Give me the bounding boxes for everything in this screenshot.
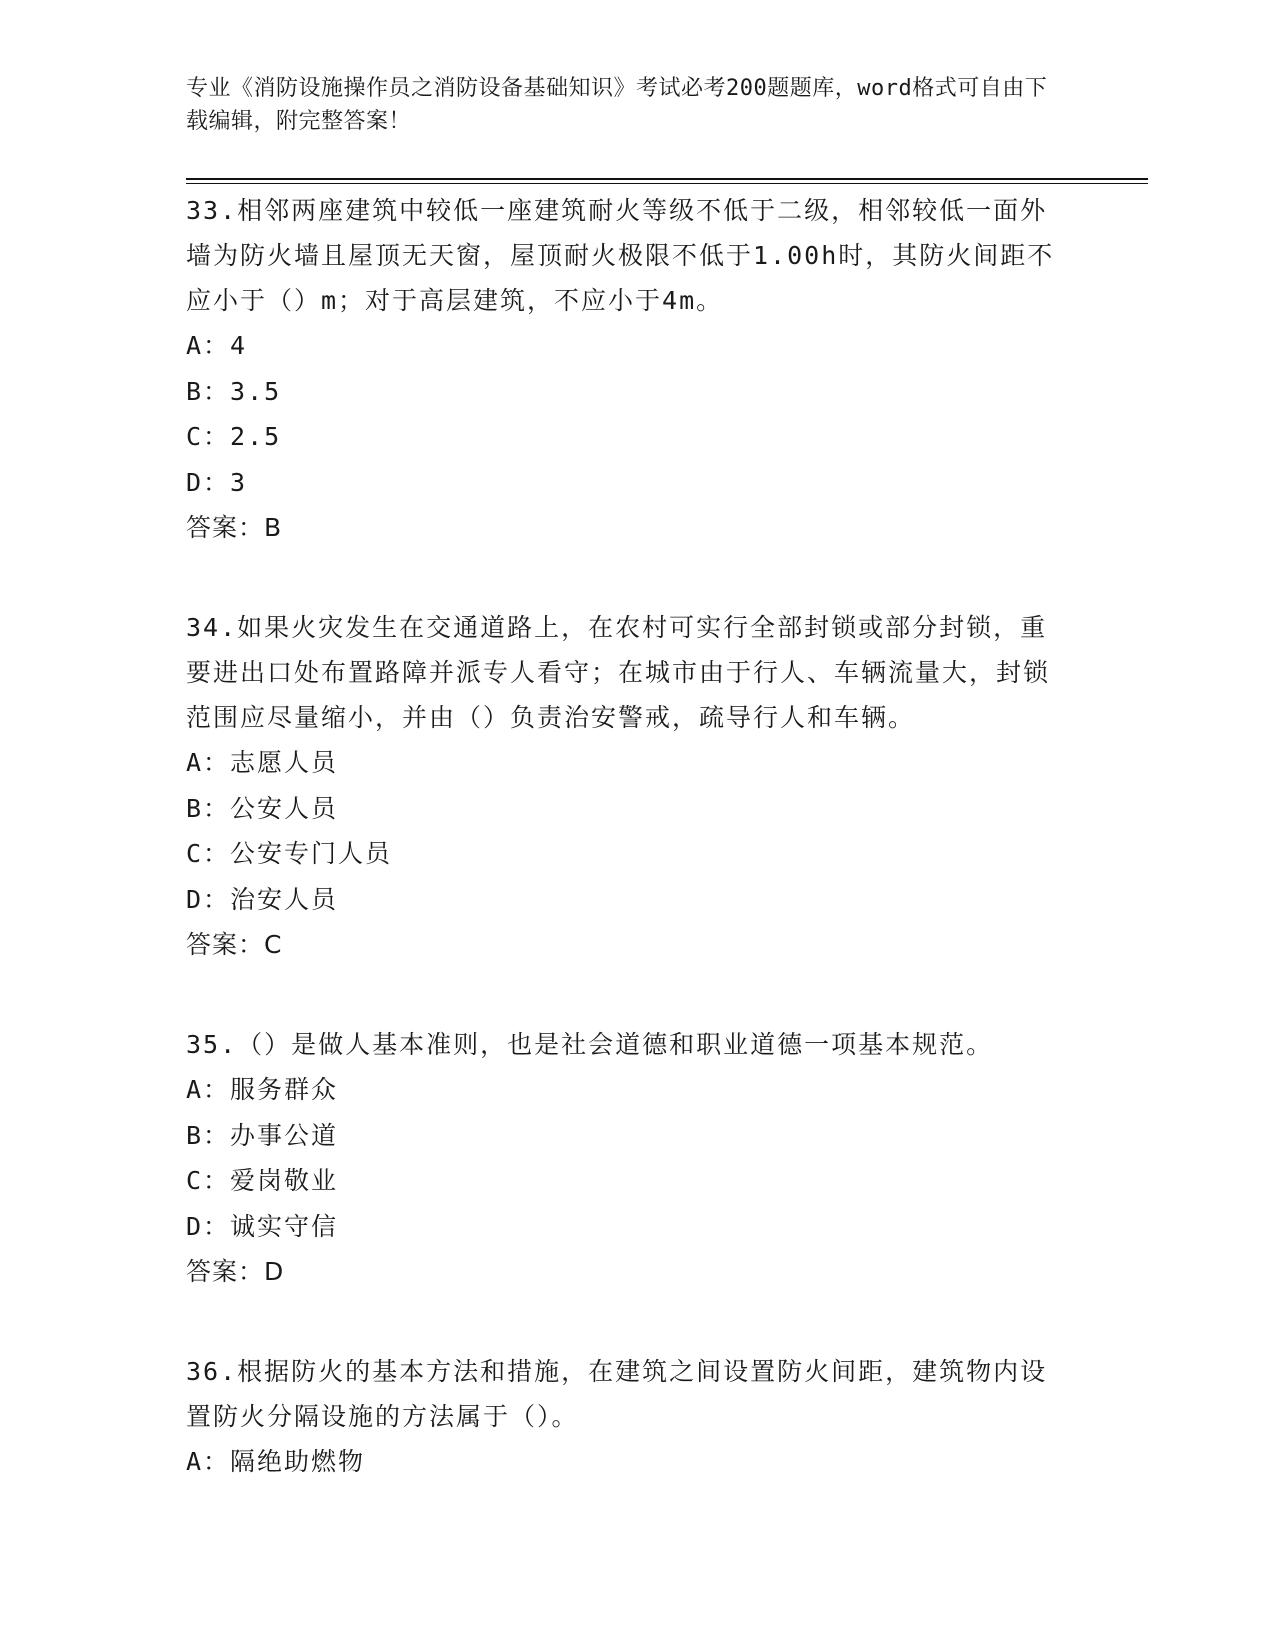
option-a: A：隔绝助燃物	[186, 1447, 366, 1476]
answer-line: 答案：C	[186, 930, 283, 959]
answer-line: 答案：B	[186, 513, 283, 542]
question-list	[186, 188, 1086, 1485]
option-c: C：2.5	[186, 422, 282, 451]
option-a: A：4	[186, 331, 248, 360]
question-stem: 35.（）是做人基本准则，也是社会道德和职业道德一项基本规范。	[186, 1030, 994, 1059]
option-d: D：3	[186, 467, 248, 497]
question-block-36	[186, 1349, 1086, 1485]
question-spacer	[186, 968, 1086, 1022]
option-a: A：服务群众	[186, 1075, 339, 1104]
option-c: C：爱岗敬业	[186, 1166, 339, 1195]
question-spacer	[186, 551, 1086, 605]
option-d: D：诚实守信	[186, 1211, 339, 1241]
question-spacer	[186, 1295, 1086, 1349]
header-divider-thick	[186, 178, 1148, 180]
option-b: B：办事公道	[186, 1120, 339, 1150]
question-stem: 36.根据防火的基本方法和措施，在建筑之间设置防火间距，建筑物内设置防火分隔设施的方法属于（）。	[186, 1357, 1048, 1431]
question-stem: 34.如果火灾发生在交通道路上，在农村可实行全部封锁或部分封锁，重要进出口处布置路障并派专人看守；在城市由于行人、车辆流量大，封锁范围应尽量缩小，并由（）负责治安警戒，疏导行人和车辆。	[186, 613, 1051, 732]
document-header: 专业《消防设施操作员之消防设备基础知识》考试必考200题题库，word格式可自由下载编辑，附完整答案！	[186, 76, 1048, 134]
option-b: B：公安人员	[186, 793, 339, 823]
header-divider-thin	[186, 183, 1148, 184]
option-a: A：志愿人员	[186, 748, 339, 777]
option-d: D：治安人员	[186, 884, 339, 914]
question-block-34	[186, 605, 1086, 968]
question-stem: 33.相邻两座建筑中较低一座建筑耐火等级不低于二级，相邻较低一面外墙为防火墙且屋顶无天窗，屋顶耐火极限不低于1.00h时，其防火间距不应小于（）m；对于高层建筑，不应小于4m。	[186, 196, 1055, 315]
question-block-33	[186, 188, 1086, 551]
question-block-35	[186, 1022, 1086, 1295]
option-c: C：公安专门人员	[186, 839, 393, 868]
answer-line: 答案：D	[186, 1257, 285, 1286]
option-b: B：3.5	[186, 376, 282, 406]
